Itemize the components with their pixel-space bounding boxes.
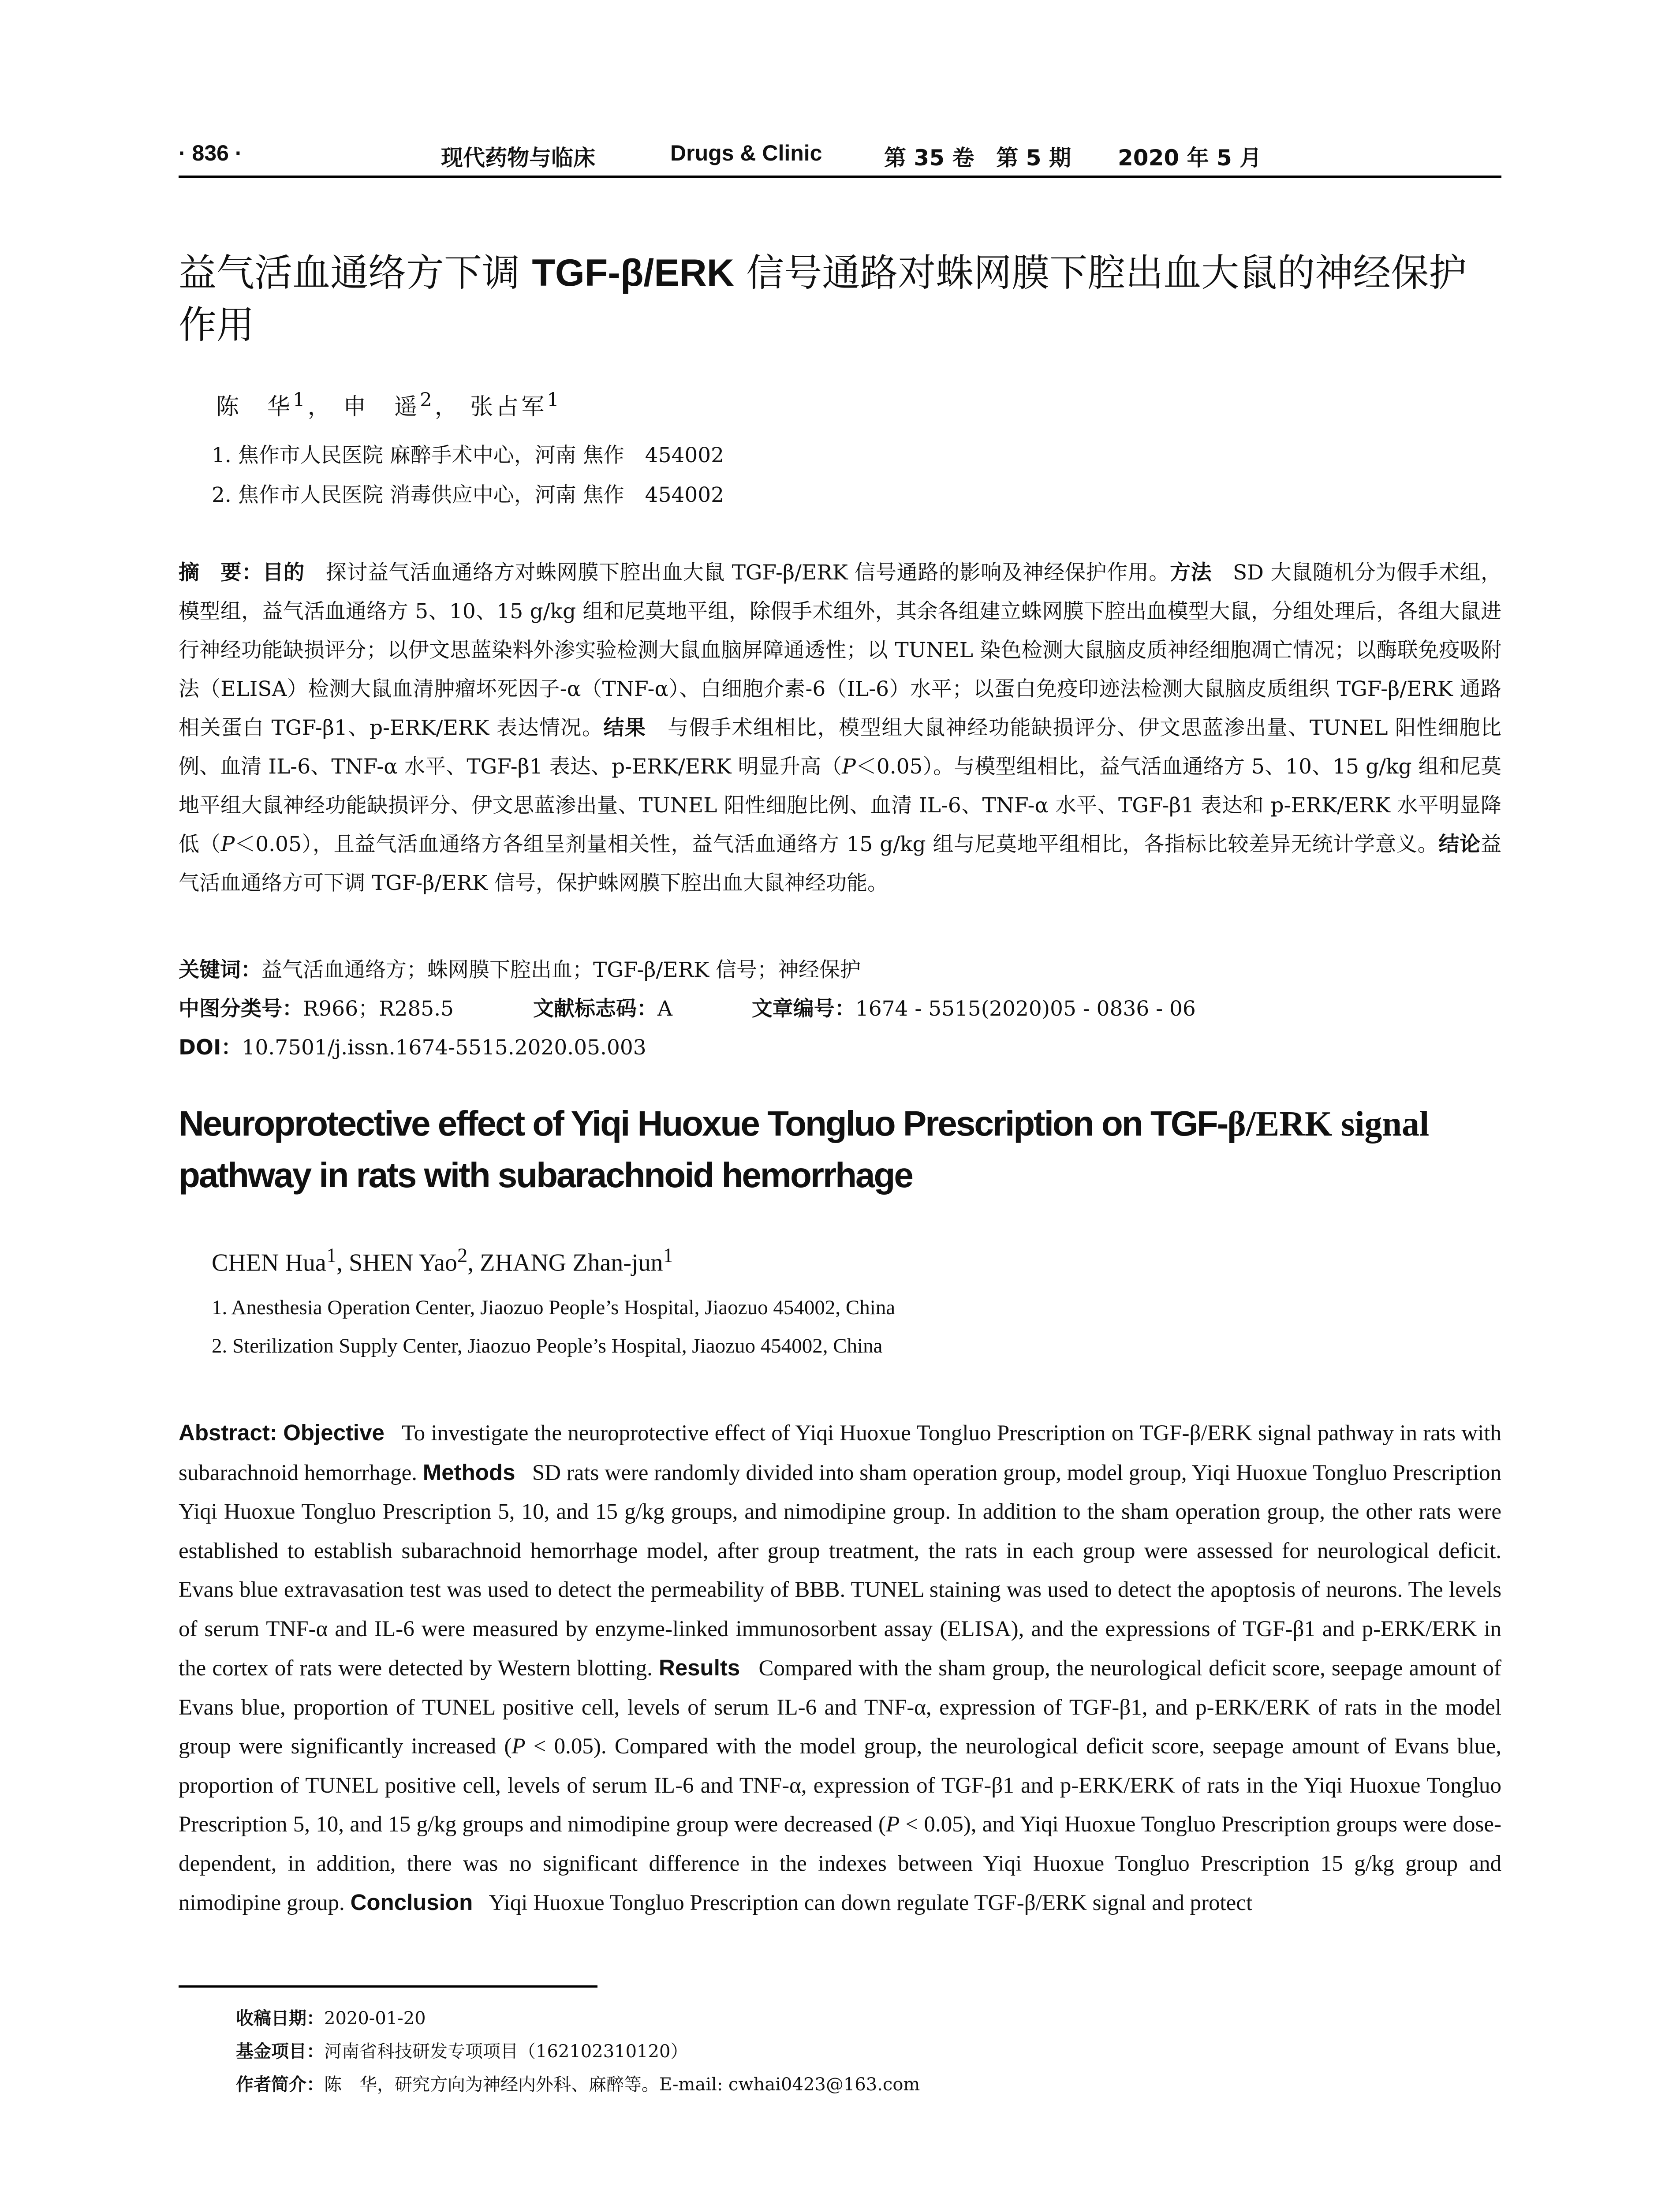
cn-title: 益气活血通络方下调 TGF-β/ERK 信号通路对蛛网膜下腔出血大鼠的神经保护作用	[179, 251, 1467, 347]
issue-date: 2020 年 5 月	[1118, 145, 1262, 171]
author-name: 陈 华	[216, 394, 293, 420]
cn-affiliation-1: 1. 焦作市人民医院 麻醉手术中心，河南 焦作 454002	[212, 443, 724, 467]
page-number: · 836 ·	[179, 141, 243, 165]
footnote-funding: 基金项目：河南省科技研发专项项目（162102310120）	[236, 2041, 688, 2062]
cn-authors: 陈 华$^1$， 申 遥$^2$， 张占军$^1$	[216, 389, 562, 420]
author-name: 张占军	[470, 394, 547, 420]
cn-abstract: 摘 要：目的 探讨益气活血通络方对蛛网膜下腔出血大鼠 TGF-β/ERK 信号通路的影响及神经保护作用。方法 SD 大鼠随机分为假手术组，模型组，益气活血通络方 5、10、15 g/kg 组和尼莫地平组，除假手术组外，其余各组建立蛛网膜下腔出血模型大鼠，分组处理后，各组大鼠进行神经功能缺损评分；以伊文思蓝染料外渗实验检测大鼠血脑屏障通透性；以 TUNEL 染色检测大鼠脑皮质神经细胞凋亡情况；以酶联免疫吸附法（ELISA）检测大鼠血清肿瘤坏死因子-α（TNF-α）、白细胞介素-6（IL-6）水平；以蛋白免疫印迹法检测大鼠脑皮质组织 TGF-β/ERK 通路相关蛋白 TGF-β1、p-ERK/ERK 表达情况。结果 与假手术组相比，模型组大鼠神经功能缺损评分、伊文思蓝渗出量、TUNEL 阳性细胞比例、血清 IL-6、TNF-α 水平、TGF-β1 表达、p-ERK/ERK 明显升高（P＜0.05）。与模型组相比，益气活血通络方 5、10、15 g/kg 组和尼莫地平组大鼠神经功能缺损评分、伊文思蓝渗出量、TUNEL 阳性细胞比例、血清 IL-6、TNF-α 水平、TGF-β1 表达和 p-ERK/ERK 水平明显降低（P＜0.05），且益气活血通络方各组呈剂量相关性，益气活血通络方 15 g/kg 组与尼莫地平组相比，各指标比较差异无统计学意义。结论益气活血通络方可下调 TGF-β/ERK 信号，保护蛛网膜下腔出血大鼠神经功能。	[179, 561, 1502, 895]
cn-keywords: 关键词：益气活血通络方；蛛网膜下腔出血；TGF-β/ERK 信号；神经保护	[179, 958, 861, 982]
author-name: 申 遥	[343, 394, 420, 420]
doi-line: DOI：10.7501/j.issn.1674-5515.2020.05.003	[179, 1035, 646, 1060]
en-abstract: Abstract: Objective To investigate the neuroprotective effect of Yiqi Huoxue Tongluo Prescription on TGF-β/ERK signal pathway in rats with subarachnoid hemorrhage. Methods SD rats were randomly divided into sham operation group, model group, Yiqi Huoxue Tongluo Prescription Yiqi Huoxue Tongluo Prescription 5, 10, and 15 g/kg groups, and nimodipine group. In addition to the sham operation group, the other rats were established to establish subarachnoid hemorrhage model, after group treatment, the rats in each group were assessed for neurological deficit. Evans blue extravasation test was used to detect the permeability of BBB. TUNEL staining was used to detect the apoptosis of neurons. The levels of serum TNF-α and IL-6 were measured by enzyme-linked immunosorbent assay (ELISA), and the expressions of TGF-β1 and p-ERK/ERK in the cortex of rats were detected by Western blotting. Results Compared with the sham group, the neurological deficit score, seepage amount of Evans blue, proportion of TUNEL positive cell, levels of serum IL-6 and TNF-α, expression of TGF-β1, and p-ERK/ERK of rats in the model group were significantly increased (P < 0.05). Compared with the model group, the neurological deficit score, seepage amount of Evans blue, proportion of TUNEL positive cell, levels of serum IL-6 and TNF-α, expression of TGF-β1 and p-ERK/ERK of rats in the Yiqi Huoxue Tongluo Prescription 5, 10, and 15 g/kg groups and nimodipine group were decreased (P < 0.05), and Yiqi Huoxue Tongluo Prescription groups were dose-dependent, in addition, there was no significant difference in the indexes between Yiqi Huoxue Tongluo Prescription 15 g/kg group and nimodipine group. Conclusion Yiqi Huoxue Tongluo Prescription can down regulate TGF-β/ERK signal and protect	[179, 1420, 1502, 1915]
journal-name-en: Drugs & Clinic	[670, 141, 822, 165]
footnote-rule	[179, 1985, 597, 1988]
footnote-author-bio: 作者简介：陈 华，研究方向为神经内外科、麻醉等。E-mail: cwhai0423@163.com	[236, 2074, 920, 2095]
author-name: CHEN Hua	[212, 1249, 326, 1277]
cn-affiliation-2: 2. 焦作市人民医院 消毒供应中心，河南 焦作 454002	[212, 483, 724, 507]
classification-line: 中图分类号：R966；R285.5 文献标志码：A 文章编号：1674 - 5515(2020)05 - 0836 - 06	[179, 997, 1196, 1021]
en-affiliation-2: 2. Sterilization Supply Center, Jiaozuo People’s Hospital, Jiaozuo 454002, China	[212, 1334, 883, 1357]
author-name: ZHANG Zhan-jun	[480, 1249, 663, 1277]
header-rule	[179, 176, 1501, 178]
author-name: SHEN Yao	[349, 1249, 457, 1277]
footnote-received: 收稿日期：2020-01-20	[236, 2008, 426, 2029]
volume-issue: 第 35 卷 第 5 期	[884, 145, 1071, 171]
running-header	[179, 140, 1501, 176]
en-title: Neuroprotective effect of Yiqi Huoxue Tongluo Prescription on TGF-β/ERK signal pathway in rats with subarachnoid hemorrhage	[179, 1104, 1430, 1195]
en-affiliation-1: 1. Anesthesia Operation Center, Jiaozuo People’s Hospital, Jiaozuo 454002, China	[212, 1296, 896, 1319]
en-authors: CHEN Hua$^1$, SHEN Yao$^2$, ZHANG Zhan-jun$^1$	[212, 1244, 673, 1277]
journal-name-cn: 现代药物与临床	[441, 145, 595, 171]
